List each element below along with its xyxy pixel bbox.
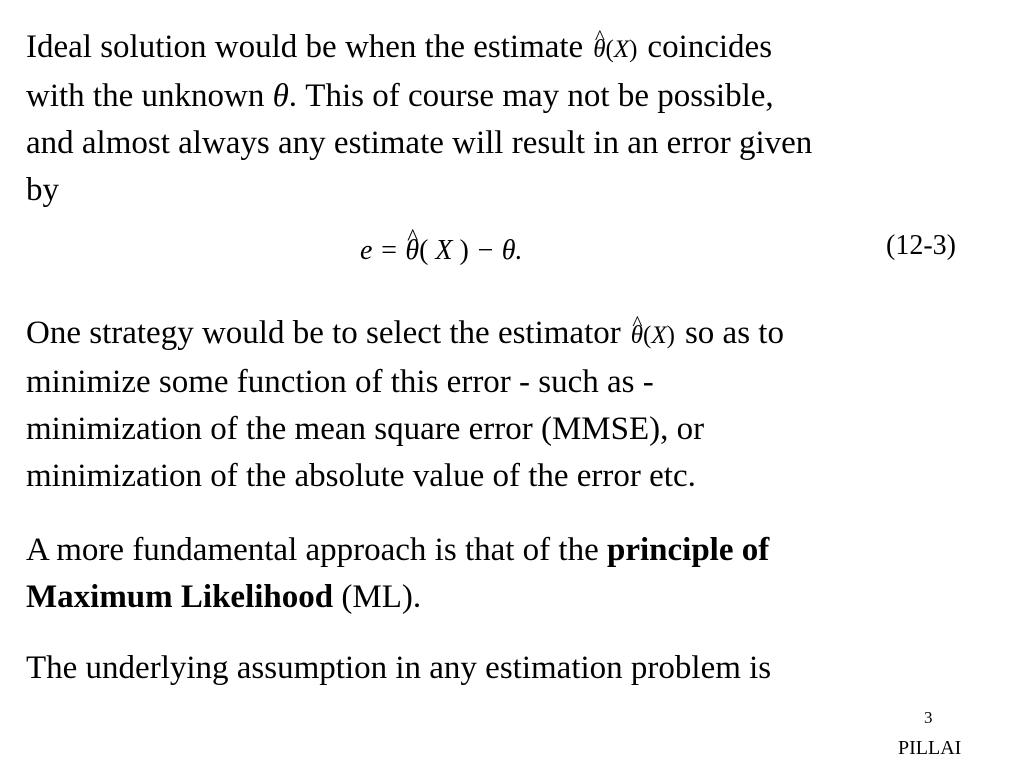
paragraph-3-line-1-text: A more fundamental approach is that of the — [26, 532, 599, 568]
paragraph-1-line-2-text: with the unknown — [26, 78, 265, 114]
paragraph-2-line-2: minimize some function of this error - such as - — [26, 364, 654, 400]
paragraph-ideal-solution — [26, 24, 812, 214]
paragraph-ml-approach — [26, 527, 769, 621]
paragraph-3-line-1 — [26, 527, 769, 574]
paragraph-4-line-1: The underlying assumption in any estimation problem is — [26, 650, 772, 686]
paragraph-3-bold-1: principle of — [606, 532, 770, 568]
paragraph-2-line-1-end: so as to — [684, 315, 784, 351]
paragraph-1-line-3: and almost always any estimate will result in an error given — [26, 125, 813, 161]
paragraph-1-line-1-end: coincides — [647, 29, 773, 65]
paragraph-3-line-2-end: (ML). — [341, 579, 422, 615]
paragraph-3-line-2 — [26, 574, 769, 621]
paragraph-2-line-3: minimization of the mean square error (MMSE), or — [26, 411, 705, 447]
paragraph-strategy — [26, 310, 784, 500]
slide-number: 3 — [924, 708, 933, 727]
paragraph-1-line-1-text: Ideal solution would be when the estimate — [26, 29, 584, 65]
paragraph-underlying-assumption — [26, 645, 771, 692]
paragraph-2-line-1-text: One strategy would be to select the estimator — [26, 315, 621, 351]
math-theta-hat-x-2: ^ θ(X) — [631, 312, 675, 359]
paragraph-2-line-4: minimization of the absolute value of the error etc. — [26, 458, 696, 494]
paragraph-1-line-2-end: . This of course may not be possible, — [288, 78, 774, 114]
paragraph-1-line-1 — [26, 24, 812, 73]
math-theta-hat-x-1: ^ θ(X) — [593, 26, 637, 73]
paragraph-3-bold-2: Maximum Likelihood — [26, 579, 334, 615]
paragraph-1-line-2 — [26, 73, 812, 120]
equation-number: (12-3) — [886, 230, 956, 261]
paragraph-2-line-1 — [26, 310, 784, 359]
error-equation: e = ^ θ( X ) − θ. — [360, 231, 523, 271]
author-label: PILLAI — [898, 737, 962, 759]
math-theta: θ — [272, 78, 289, 114]
paragraph-1-line-4: by — [26, 172, 59, 208]
